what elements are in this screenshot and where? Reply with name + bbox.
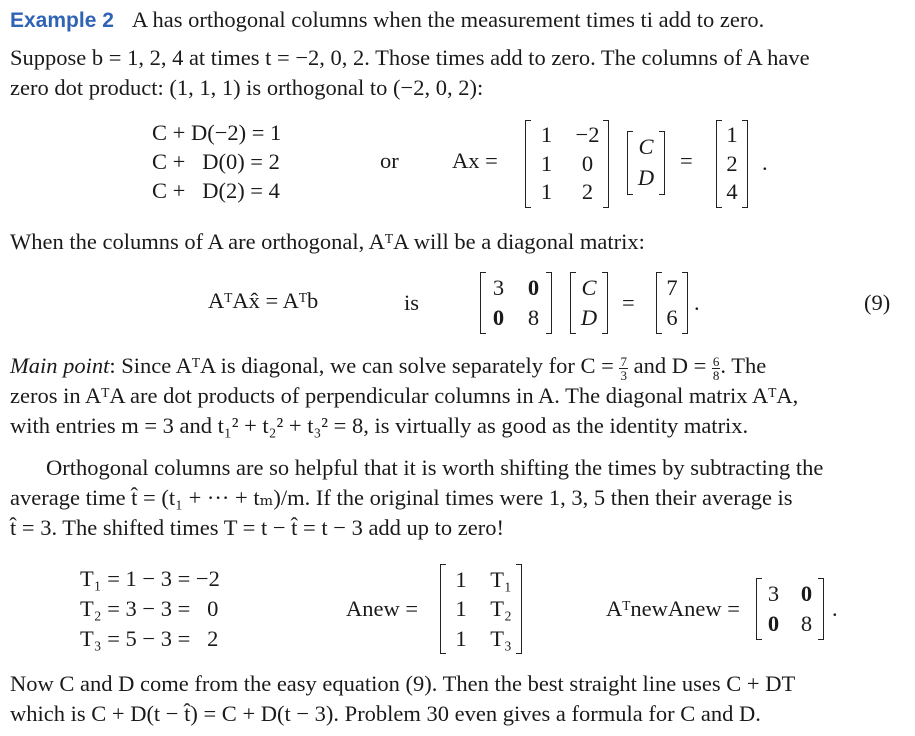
or-word: or [380,148,399,173]
vector-b [716,121,748,207]
ata-cell: 0 [527,275,540,300]
matrix-anew-cell: 1 [455,596,467,622]
vector-b-cell: 1 [726,122,738,147]
main-point-label: Main point [10,353,110,378]
para2-line2: average time t̂ = (t₁ + ··· + tₘ)/m. If the original times were 1, 3, 5 then their average is [10,485,793,510]
ax-lhs: Ax = [452,148,498,173]
vector-b-cell: 4 [726,179,738,205]
matrix-a-cell: 1 [540,122,553,147]
main-point-and: and D = [627,353,712,378]
equals-sign: = [680,148,693,173]
shifted-eq-3: T₃ = 5 − 3 = 2 [80,626,219,651]
example-heading-text: A has orthogonal columns when the measurement times ti add to zero. [131,7,765,32]
shifted-times [80,564,220,654]
ata-cell: 3 [492,275,505,300]
equation-3: C + D(2) = 4 [152,178,280,203]
ata-cell: 8 [527,305,540,330]
para2-line1: Orthogonal columns are so helpful that it is worth shifting the times by subtracting the [46,455,824,480]
fraction-c [619,355,628,382]
main-point-text: : Since AᵀA is diagonal, we can solve separately for C = [109,353,620,378]
shifted-eq-2: T₂ = 3 − 3 = 0 [80,596,219,621]
matrix-anew-cell: T₂ [490,596,512,622]
period-3: . [832,596,838,621]
matrix-a-cell: 2 [581,179,594,205]
para2-line3: t̂ = 3. The shifted times T = t − t̂ = t − 3 add up to zero! [10,515,505,540]
ata-matrix [480,273,552,333]
equation-2: C + D(0) = 2 [152,149,280,174]
atanew-cell: 8 [800,611,813,636]
vector-b-cell: 2 [726,150,738,176]
equals-sign-2: = [622,290,635,315]
closing-line1: Now C and D come from the easy equation (9). Then the best straight line uses C + DT [10,671,796,696]
matrix-anew-cell: 1 [455,567,467,592]
atanew-matrix [756,579,824,639]
closing-line2: which is C + D(t − t̂) = C + D(t − 3). Problem 30 even gives a formula for C and D. [10,701,761,726]
main-point-line2: zeros in AᵀA are dot products of perpendicular columns in A. The diagonal matrix AᵀA, [10,383,799,408]
atb-cell: 7 [666,275,678,300]
equation-1: C + D(−2) = 1 [152,120,282,145]
heading-line [10,6,764,35]
main-point-line1 [10,352,766,382]
fraction-d-den: 8 [712,368,720,383]
main-point-line3: with entries m = 3 and t₁² + t₂² + t₃² = 8, is virtually as good as the identity matrix. [10,413,749,438]
matrix-a [525,121,609,207]
atanew-cell: 3 [767,581,780,606]
matrix-a-cell: 1 [540,179,553,205]
period: . [762,150,768,175]
matrix-anew-cell: T₁ [490,567,512,592]
atb-cell: 6 [666,305,678,330]
normal-equation-lhs: AᵀAx̂ = Aᵀb [208,288,319,313]
is-word: is [404,290,420,315]
matrix-a-cell: 1 [540,150,553,176]
para1-line1: Suppose b = 1, 2, 4 at times t = −2, 0, 2. Those times add to zero. The columns of A have [10,45,810,70]
fraction-c-num: 7 [620,354,627,369]
vector-cd-2-cell: C [581,275,597,300]
vector-cd-cell: D [637,165,655,190]
equation-system [152,118,281,205]
vector-cd-2 [570,273,608,333]
main-point-end: . The [720,353,767,378]
ata-cell: 0 [492,305,505,330]
diagonal-line: When the columns of A are orthogonal, AᵀA will be a diagonal matrix: [10,229,645,254]
anew-lhs: Anew = [346,596,419,621]
fraction-c-den: 3 [620,368,627,383]
matrix-anew-cell: 1 [455,625,467,651]
para1-line2: zero dot product: (1, 1, 1) is orthogonal to (−2, 0, 2): [10,75,484,100]
matrix-a-cell: −2 [575,122,600,147]
atanew-cell: 0 [800,581,813,606]
matrix-anew-cell: T₃ [490,625,512,651]
vector-cd [627,132,665,194]
matrix-anew [440,565,522,653]
vector-cd-cell: C [638,134,654,159]
atb-vector [656,273,688,333]
matrix-a-cell: 0 [581,150,594,176]
shifted-eq-1: T₁ = 1 − 3 = −2 [80,566,220,591]
period-2: . [694,290,700,315]
atanew-cell: 0 [767,611,780,636]
atanew-lhs: AᵀnewAnew = [606,596,740,621]
fraction-d-num: 6 [712,354,720,369]
example-label: Example 2 [10,9,114,32]
equation-number: (9) [864,290,891,315]
vector-cd-2-cell: D [580,305,598,330]
